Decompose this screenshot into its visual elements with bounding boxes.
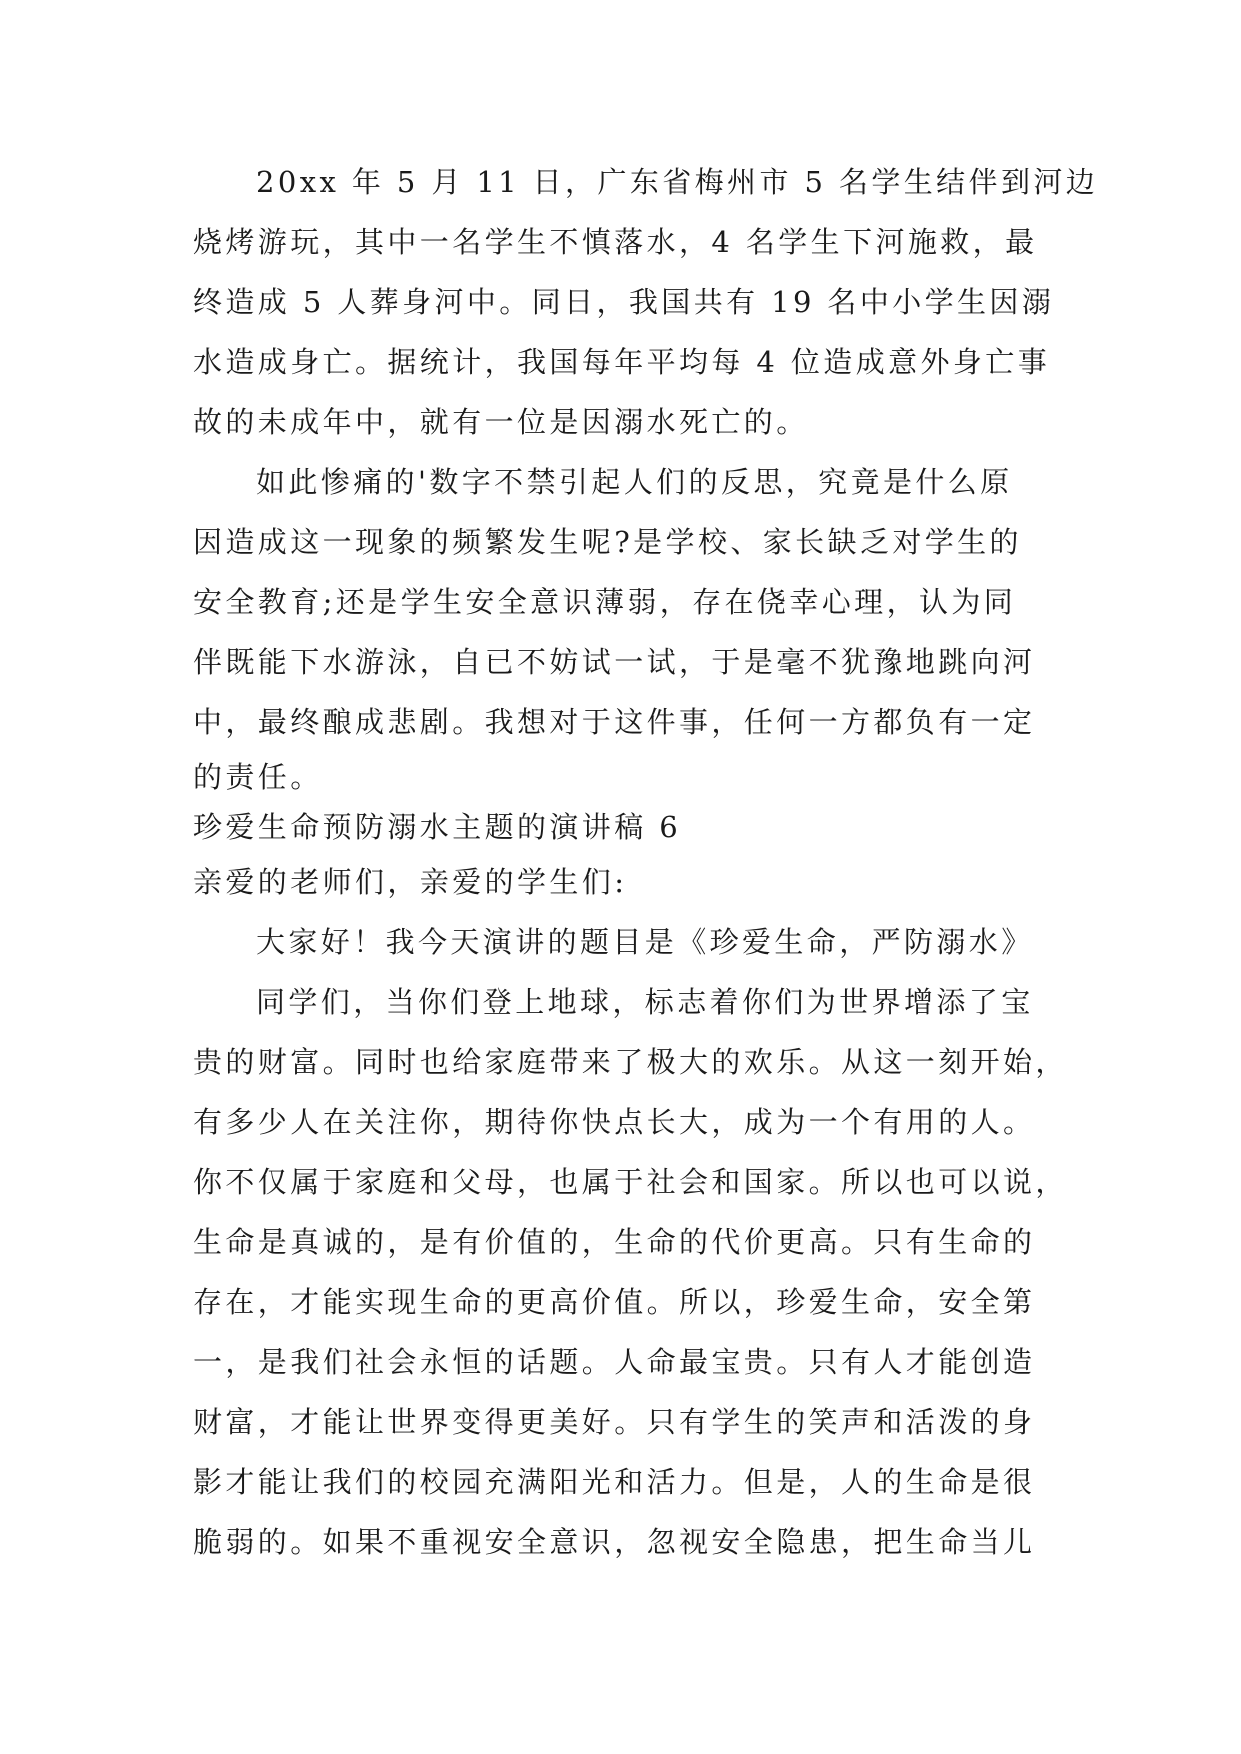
paragraph-line: 安全教育;还是学生安全意识薄弱，存在侥幸心理，认为同 [193, 585, 1017, 619]
paragraph-line: 的责任。 [193, 760, 323, 794]
paragraph-line: 大家好！我今天演讲的题目是《珍爱生命，严防溺水》 [256, 925, 1034, 959]
paragraph-line: 存在，才能实现生命的更高价值。所以，珍爱生命，安全第 [193, 1285, 1036, 1319]
paragraph-line: 财富，才能让世界变得更美好。只有学生的笑声和活泼的身 [193, 1405, 1036, 1439]
paragraph-line: 有多少人在关注你，期待你快点长大，成为一个有用的人。 [193, 1105, 1036, 1139]
paragraph-line: 烧烤游玩，其中一名学生不慎落水，4 名学生下河施救，最 [193, 225, 1038, 259]
paragraph-line: 伴既能下水游泳，自已不妨试一试，于是毫不犹豫地跳向河 [193, 645, 1036, 679]
paragraph-line: 故的未成年中，就有一位是因溺水死亡的。 [193, 405, 809, 439]
paragraph-line: 水造成身亡。据统计，我国每年平均每 4 位造成意外身亡事 [193, 345, 1051, 379]
paragraph-line: 一，是我们社会永恒的话题。人命最宝贵。只有人才能创造 [193, 1345, 1036, 1379]
paragraph-line: 脆弱的。如果不重视安全意识，忽视安全隐患，把生命当儿 [193, 1525, 1036, 1559]
paragraph-line: 如此惨痛的'数字不禁引起人们的反思，究竟是什么原 [256, 465, 1013, 499]
paragraph-line: 中，最终酿成悲剧。我想对于这件事，任何一方都负有一定 [193, 705, 1036, 739]
paragraph-line: 因造成这一现象的频繁发生呢?是学校、家长缺乏对学生的 [193, 525, 1022, 559]
paragraph-line: 终造成 5 人葬身河中。同日，我国共有 19 名中小学生因溺 [193, 285, 1055, 319]
paragraph-line: 生命是真诚的，是有价值的，生命的代价更高。只有生命的 [193, 1225, 1036, 1259]
section-title: 珍爱生命预防溺水主题的演讲稿 6 [193, 810, 682, 844]
paragraph-line: 你不仅属于家庭和父母，也属于社会和国家。所以也可以说， [193, 1165, 1068, 1199]
paragraph-line: 20xx 年 5 月 11 日，广东省梅州市 5 名学生结伴到河边 [256, 165, 1099, 199]
paragraph-line: 影才能让我们的校园充满阳光和活力。但是，人的生命是很 [193, 1465, 1036, 1499]
paragraph-line: 同学们，当你们登上地球，标志着你们为世界增添了宝 [256, 985, 1034, 1019]
salutation: 亲爱的老师们，亲爱的学生们: [193, 865, 628, 899]
paragraph-line: 贵的财富。同时也给家庭带来了极大的欢乐。从这一刻开始， [193, 1045, 1068, 1079]
